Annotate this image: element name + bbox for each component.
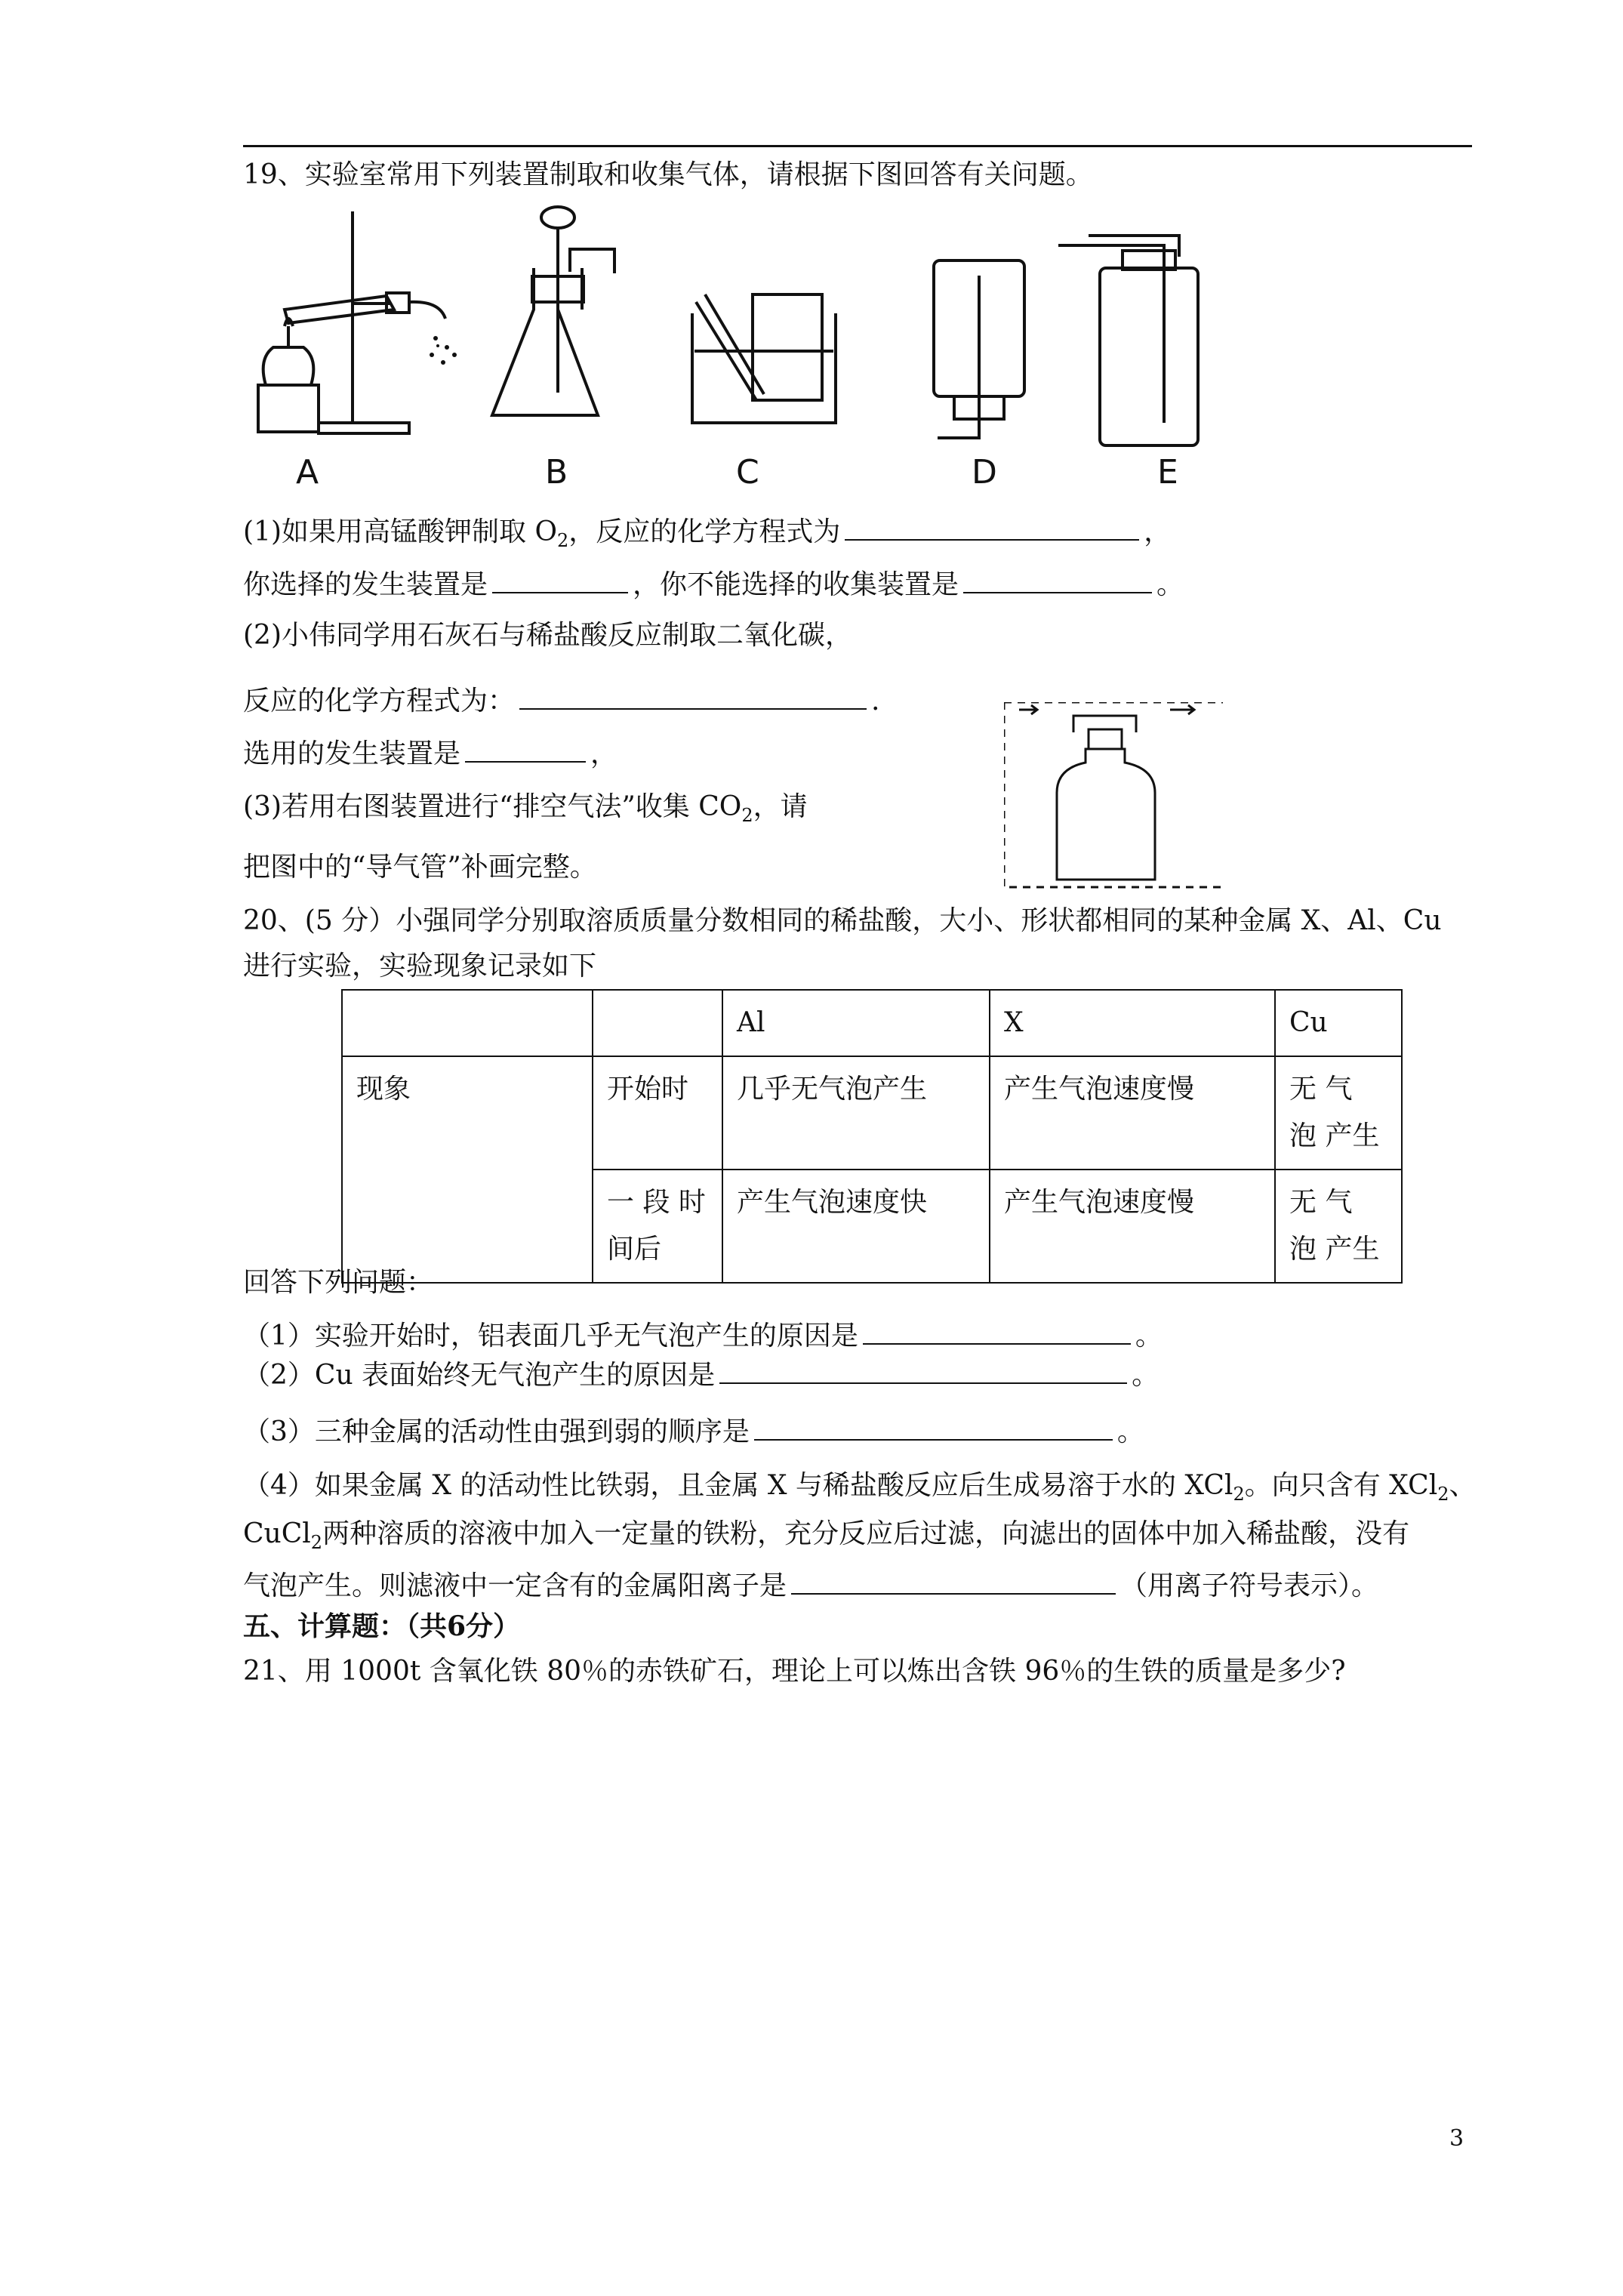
table-cell: 无 气 泡 产生	[1275, 1056, 1402, 1170]
answer-blank-equation-kmno4[interactable]	[845, 512, 1139, 541]
answer-blank-q20-3[interactable]	[754, 1412, 1113, 1441]
header-rule	[243, 145, 1472, 147]
q20-question-2: （2）Cu 表面始终无气泡产生的原因是 。	[243, 1355, 1159, 1394]
answer-blank-collector[interactable]	[963, 565, 1152, 593]
table-header-cell: Al	[722, 990, 990, 1056]
table-cell: 产生气泡速度慢	[990, 1056, 1275, 1170]
q20-question-4-line3: 气泡产生。则滤液中一定含有的金属阳离子是 （用离子符号表示）。	[243, 1566, 1378, 1604]
answer-blank-co2-generator[interactable]	[465, 734, 586, 763]
section-5-heading: 五、计算题：（共6分）	[243, 1610, 521, 1642]
page-number: 3	[1449, 2125, 1464, 2152]
table-cell: 开始时	[593, 1056, 722, 1170]
table-cell: 产生气泡速度快	[722, 1170, 990, 1283]
q19-part3-line1: (3)若用右图装置进行“排空气法”收集 $CO_2$，请	[243, 791, 808, 827]
q21-stem: 21、用 1000t 含氧化铁 80％的赤铁矿石，理论上可以炼出含铁 96％的生铁的质量是多少?	[243, 1656, 1346, 1687]
table-row	[342, 1056, 1402, 1170]
observation-table	[341, 989, 1403, 1284]
table-header-row	[342, 990, 1402, 1056]
table-cell: 几乎无气泡产生	[722, 1056, 990, 1170]
q19-stem: 19、实验室常用下列装置制取和收集气体，请根据下图回答有关问题。	[243, 159, 1093, 190]
q20-answer-intro: 回答下列问题：	[243, 1267, 434, 1298]
table-header-cell	[342, 990, 593, 1056]
q19-part1-line1: (1)如果用高锰酸钾制取 $O_2$，反应的化学方程式为 ，	[243, 512, 1171, 559]
apparatus-label-c: C	[736, 453, 759, 492]
table-header-cell: Cu	[1275, 990, 1402, 1056]
q20-question-4-line1: （4）如果金属 X 的活动性比铁弱，且金属 X 与稀盐酸反应后生成易溶于水的 XCl$_2$。向只含有 XCl$_2$、	[243, 1470, 1477, 1505]
answer-blank-q20-2[interactable]	[719, 1355, 1127, 1384]
table-cell: 一 段 时 间后	[593, 1170, 722, 1283]
table-row-label: 现象	[342, 1056, 593, 1283]
apparatus-label-b: B	[545, 453, 568, 492]
answer-blank-q20-1[interactable]	[863, 1316, 1131, 1345]
answer-blank-q20-4[interactable]	[791, 1566, 1116, 1595]
q19-part2-line3: 选用的发生装置是 ，	[243, 734, 617, 772]
q20-question-3: （3）三种金属的活动性由强到弱的顺序是 。	[243, 1412, 1144, 1450]
answer-blank-equation-co2[interactable]	[519, 681, 867, 710]
q19-part2-line2: 反应的化学方程式为： .	[243, 681, 879, 720]
q20-question-1: （1）实验开始时，铝表面几乎无气泡产生的原因是 。	[243, 1316, 1163, 1354]
table-cell: 产生气泡速度慢	[990, 1170, 1275, 1283]
table-header-cell: X	[990, 990, 1275, 1056]
q20-stem-line1: 20、(5 分）小强同学分别取溶质质量分数相同的稀盐酸，大小、形状都相同的某种金属 X、Al、Cu	[243, 905, 1442, 936]
table-cell: 无 气 泡 产生	[1275, 1170, 1402, 1283]
q20-stem-line2: 进行实验，实验现象记录如下	[243, 951, 597, 982]
apparatus-figure	[243, 196, 1224, 498]
q19-part2-line1: (2)小伟同学用石灰石与稀盐酸反应制取二氧化碳，	[243, 620, 852, 651]
q20-question-4-line2: CuCl$_2$两种溶质的溶液中加入一定量的铁粉，充分反应后过滤，向滤出的固体中加入稀盐酸，没有	[243, 1518, 1410, 1554]
bottle-drawing	[1004, 702, 1230, 891]
apparatus-label-d: D	[972, 453, 997, 492]
q19-part3-line2: 把图中的“导气管”补画完整。	[243, 852, 597, 883]
apparatus-label-e: E	[1157, 453, 1178, 492]
table-header-cell	[593, 990, 722, 1056]
apparatus-label-a: A	[296, 453, 319, 492]
gas-collection-bottle-figure	[1004, 702, 1230, 891]
answer-blank-generator[interactable]	[492, 565, 628, 593]
apparatus-drawing	[243, 196, 1224, 498]
q19-part1-line2: 你选择的发生装置是 ，你不能选择的收集装置是 。	[243, 565, 1184, 603]
